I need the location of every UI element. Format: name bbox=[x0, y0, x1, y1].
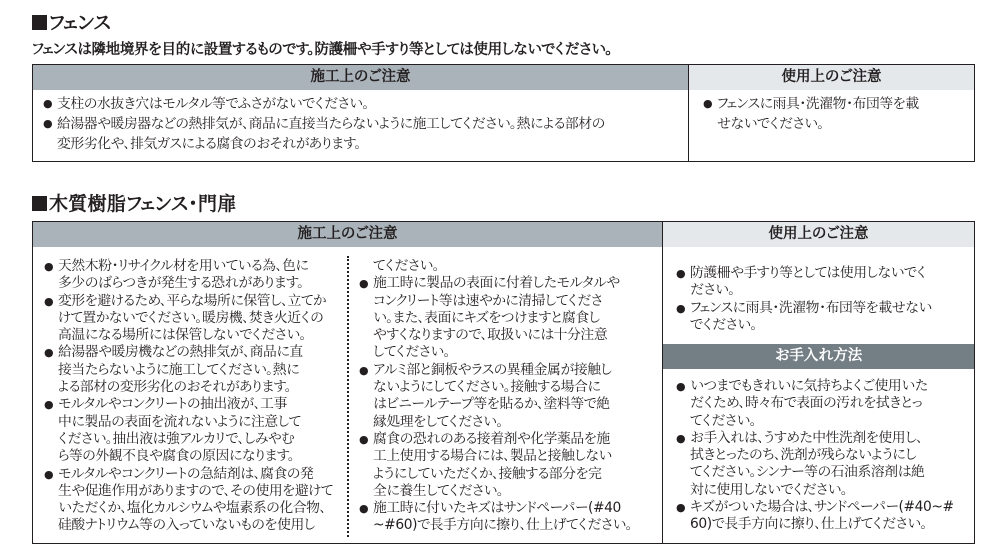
list-item bbox=[676, 430, 970, 499]
section-title-wood-resin bbox=[32, 189, 237, 216]
construction-header: 施工上のご注意 bbox=[33, 65, 688, 90]
item-line: 硅酸ナトリウム等の入っていないものを使用し bbox=[58, 517, 315, 534]
item-line: 60)で長手方向に擦り、仕上げてください。 bbox=[690, 516, 927, 533]
list-item bbox=[359, 431, 658, 500]
square-bullet-icon bbox=[32, 15, 47, 30]
item-line: 中に製品の表面を流れないように注意して bbox=[58, 413, 301, 430]
bullet-icon: ● bbox=[359, 277, 369, 291]
bullet-icon: ● bbox=[44, 346, 54, 360]
item-line: 生や促進作用がありますので、その使用を避けて bbox=[58, 482, 333, 499]
bullet-icon: ● bbox=[676, 301, 686, 315]
list-item bbox=[676, 300, 970, 335]
item-line: 縁処理をしてください。 bbox=[373, 413, 503, 430]
section-title-text: 木質樹脂フェンス･門扉 bbox=[49, 193, 237, 215]
usage-list bbox=[663, 247, 974, 344]
list-item bbox=[359, 362, 658, 431]
bullet-icon: ● bbox=[44, 467, 54, 481]
item-line: 施工時に付いたキズはサンドペーパー(#40 bbox=[373, 500, 621, 517]
item-line: いつまでもきれいに気持ちよくご使用いた bbox=[690, 378, 928, 394]
list-item bbox=[676, 378, 970, 430]
bullet-icon: ● bbox=[676, 380, 686, 393]
item-line: 防護柵や手すり等としては使用しないでく bbox=[690, 265, 926, 281]
item-line: ようにしていただくか、接触する部分を完 bbox=[373, 465, 602, 482]
item-line: いただくか、塩化カルシウムや塩素系の化合物、 bbox=[58, 500, 327, 517]
item-line: 全に養生してください。 bbox=[373, 482, 504, 499]
item-line: 給湯器や暖房器などの熱排気が、商品に直接当たらないように施工してください。熱による部材の bbox=[57, 116, 605, 132]
list-item bbox=[43, 114, 682, 154]
list-item bbox=[44, 344, 341, 396]
item-line: 接当たらないように施工してください。熱に bbox=[58, 361, 300, 378]
item-line: よる部材の変形劣化のおそれがあります。 bbox=[58, 379, 292, 396]
column-divider bbox=[347, 256, 349, 537]
item-line: モルタルやコンクリートの急結剤は、腐食の発 bbox=[58, 465, 314, 482]
item-line: せないでください。 bbox=[717, 116, 824, 132]
list-item bbox=[359, 500, 658, 535]
item-line: 給湯器や暖房機などの熱排気が、商品に直 bbox=[58, 344, 303, 361]
section-title-text: フェンス bbox=[49, 12, 112, 34]
item-line: アルミ部と銅板やラスの異種金属が接触し bbox=[373, 361, 612, 378]
list-item bbox=[703, 94, 968, 134]
item-line: 対に使用しないでください。 bbox=[690, 481, 848, 498]
item-line: 多少のばらつきが発生する恐れがあります。 bbox=[58, 275, 304, 292]
bullet-icon: ● bbox=[359, 363, 369, 377]
list-item bbox=[44, 396, 341, 465]
list-item bbox=[44, 258, 341, 293]
care-list bbox=[663, 369, 974, 534]
bullet-icon: ● bbox=[676, 501, 686, 515]
item-line: 工上使用する場合には、製品と接触しない bbox=[373, 448, 612, 465]
item-line: はビニールテープ等を貼るか、塗料等で絶 bbox=[373, 396, 610, 413]
item-line: だくため、時々布で表面の汚れを拭きとっ bbox=[690, 395, 923, 412]
item-line: キズがついた場合は、サンドペーパー(#40~# bbox=[690, 499, 954, 516]
item-line: てください。シンナー等の石油系溶剤は絶 bbox=[690, 464, 925, 481]
item-line: てください。 bbox=[373, 258, 440, 274]
item-line: 変形を避けるため、平らな場所に保管し、立てか bbox=[58, 292, 326, 309]
bullet-icon: ● bbox=[43, 117, 53, 130]
construction-list-right bbox=[351, 247, 662, 535]
item-line: でください。 bbox=[690, 316, 757, 333]
bullet-icon: ● bbox=[359, 502, 369, 516]
fence-notes-table bbox=[32, 64, 975, 162]
list-item bbox=[44, 466, 341, 535]
list-item bbox=[359, 275, 658, 361]
item-line: 変形劣化や、排気ガスによる腐食のおそれがあります。 bbox=[57, 136, 362, 152]
bullet-icon: ● bbox=[676, 431, 686, 445]
construction-list bbox=[33, 90, 688, 154]
bullet-icon: ● bbox=[43, 97, 53, 110]
bullet-icon: ● bbox=[703, 97, 713, 110]
item-line: フェンスに雨具･洗濯物･布団等を載 bbox=[717, 96, 919, 112]
section-title-fence bbox=[32, 8, 111, 35]
item-line: ら等の外観不良や腐食の原因になります。 bbox=[58, 448, 295, 465]
usage-list bbox=[689, 90, 974, 134]
list-item bbox=[359, 258, 658, 275]
bullet-icon: ● bbox=[676, 267, 686, 280]
list-item bbox=[676, 499, 970, 534]
usage-header: 使用上のご注意 bbox=[689, 65, 974, 90]
item-line: 拭きとったのち、洗剤が残らないようにし bbox=[690, 447, 917, 464]
construction-list-left bbox=[33, 247, 345, 535]
usage-header: 使用上のご注意 bbox=[663, 222, 974, 247]
bullet-icon: ● bbox=[44, 398, 54, 412]
bullet-icon: ● bbox=[44, 294, 54, 308]
care-header: お手入れ方法 bbox=[663, 344, 974, 369]
square-bullet-icon bbox=[32, 196, 47, 211]
item-line: コンクリート等は速やかに清掃してくださ bbox=[373, 292, 603, 309]
item-line: モルタルやコンクリートの抽出液が、工事 bbox=[58, 396, 287, 413]
list-item bbox=[43, 94, 682, 114]
item-line: ~#60)で長手方向に擦り、仕上げてください。 bbox=[373, 517, 633, 534]
section-subtitle: フェンスは隣地境界を目的に設置するものです。防護柵や手すり等としては使用しないでください。 bbox=[32, 42, 613, 58]
item-line: 天然木粉･リサイクル材を用いている為、色に bbox=[58, 258, 309, 274]
item-line: てください。 bbox=[690, 412, 757, 429]
item-line: 施工時に製品の表面に付着したモルタルや bbox=[373, 275, 620, 292]
list-item bbox=[676, 265, 970, 300]
wood-resin-notes-table bbox=[32, 221, 975, 544]
item-line: けて置かないでください。暖房機、焚き火近くの bbox=[58, 309, 324, 326]
item-line: い。また、表面にキズをつけますと腐食し bbox=[373, 309, 600, 326]
construction-column bbox=[33, 222, 663, 543]
construction-header: 施工上のご注意 bbox=[33, 222, 662, 247]
item-line: フェンスに雨具･洗濯物･布団等を載せない bbox=[690, 299, 932, 316]
item-line: ください。抽出液は強アルカリで、しみやむ bbox=[58, 430, 295, 447]
list-item bbox=[44, 293, 341, 345]
item-line: お手入れは、うすめた中性洗剤を使用し、 bbox=[690, 429, 923, 446]
item-line: ないようにしてください。接触する場合に bbox=[373, 379, 601, 396]
bullet-icon: ● bbox=[359, 432, 369, 446]
bullet-icon: ● bbox=[44, 260, 54, 273]
item-line: 高温になる場所には保管しないでください。 bbox=[58, 327, 307, 344]
item-line: してください。 bbox=[373, 344, 451, 361]
item-line: やすくなりますので、取扱いには十分注意 bbox=[373, 327, 608, 344]
usage-care-column bbox=[663, 222, 974, 543]
item-line: ださい。 bbox=[690, 282, 735, 299]
item-line: 支柱の水抜き穴はモルタル等でふさがないでください。 bbox=[57, 96, 369, 112]
construction-column bbox=[33, 65, 689, 161]
item-line: 腐食の恐れのある接着剤や化学薬品を施 bbox=[373, 430, 610, 447]
usage-column bbox=[689, 65, 974, 161]
